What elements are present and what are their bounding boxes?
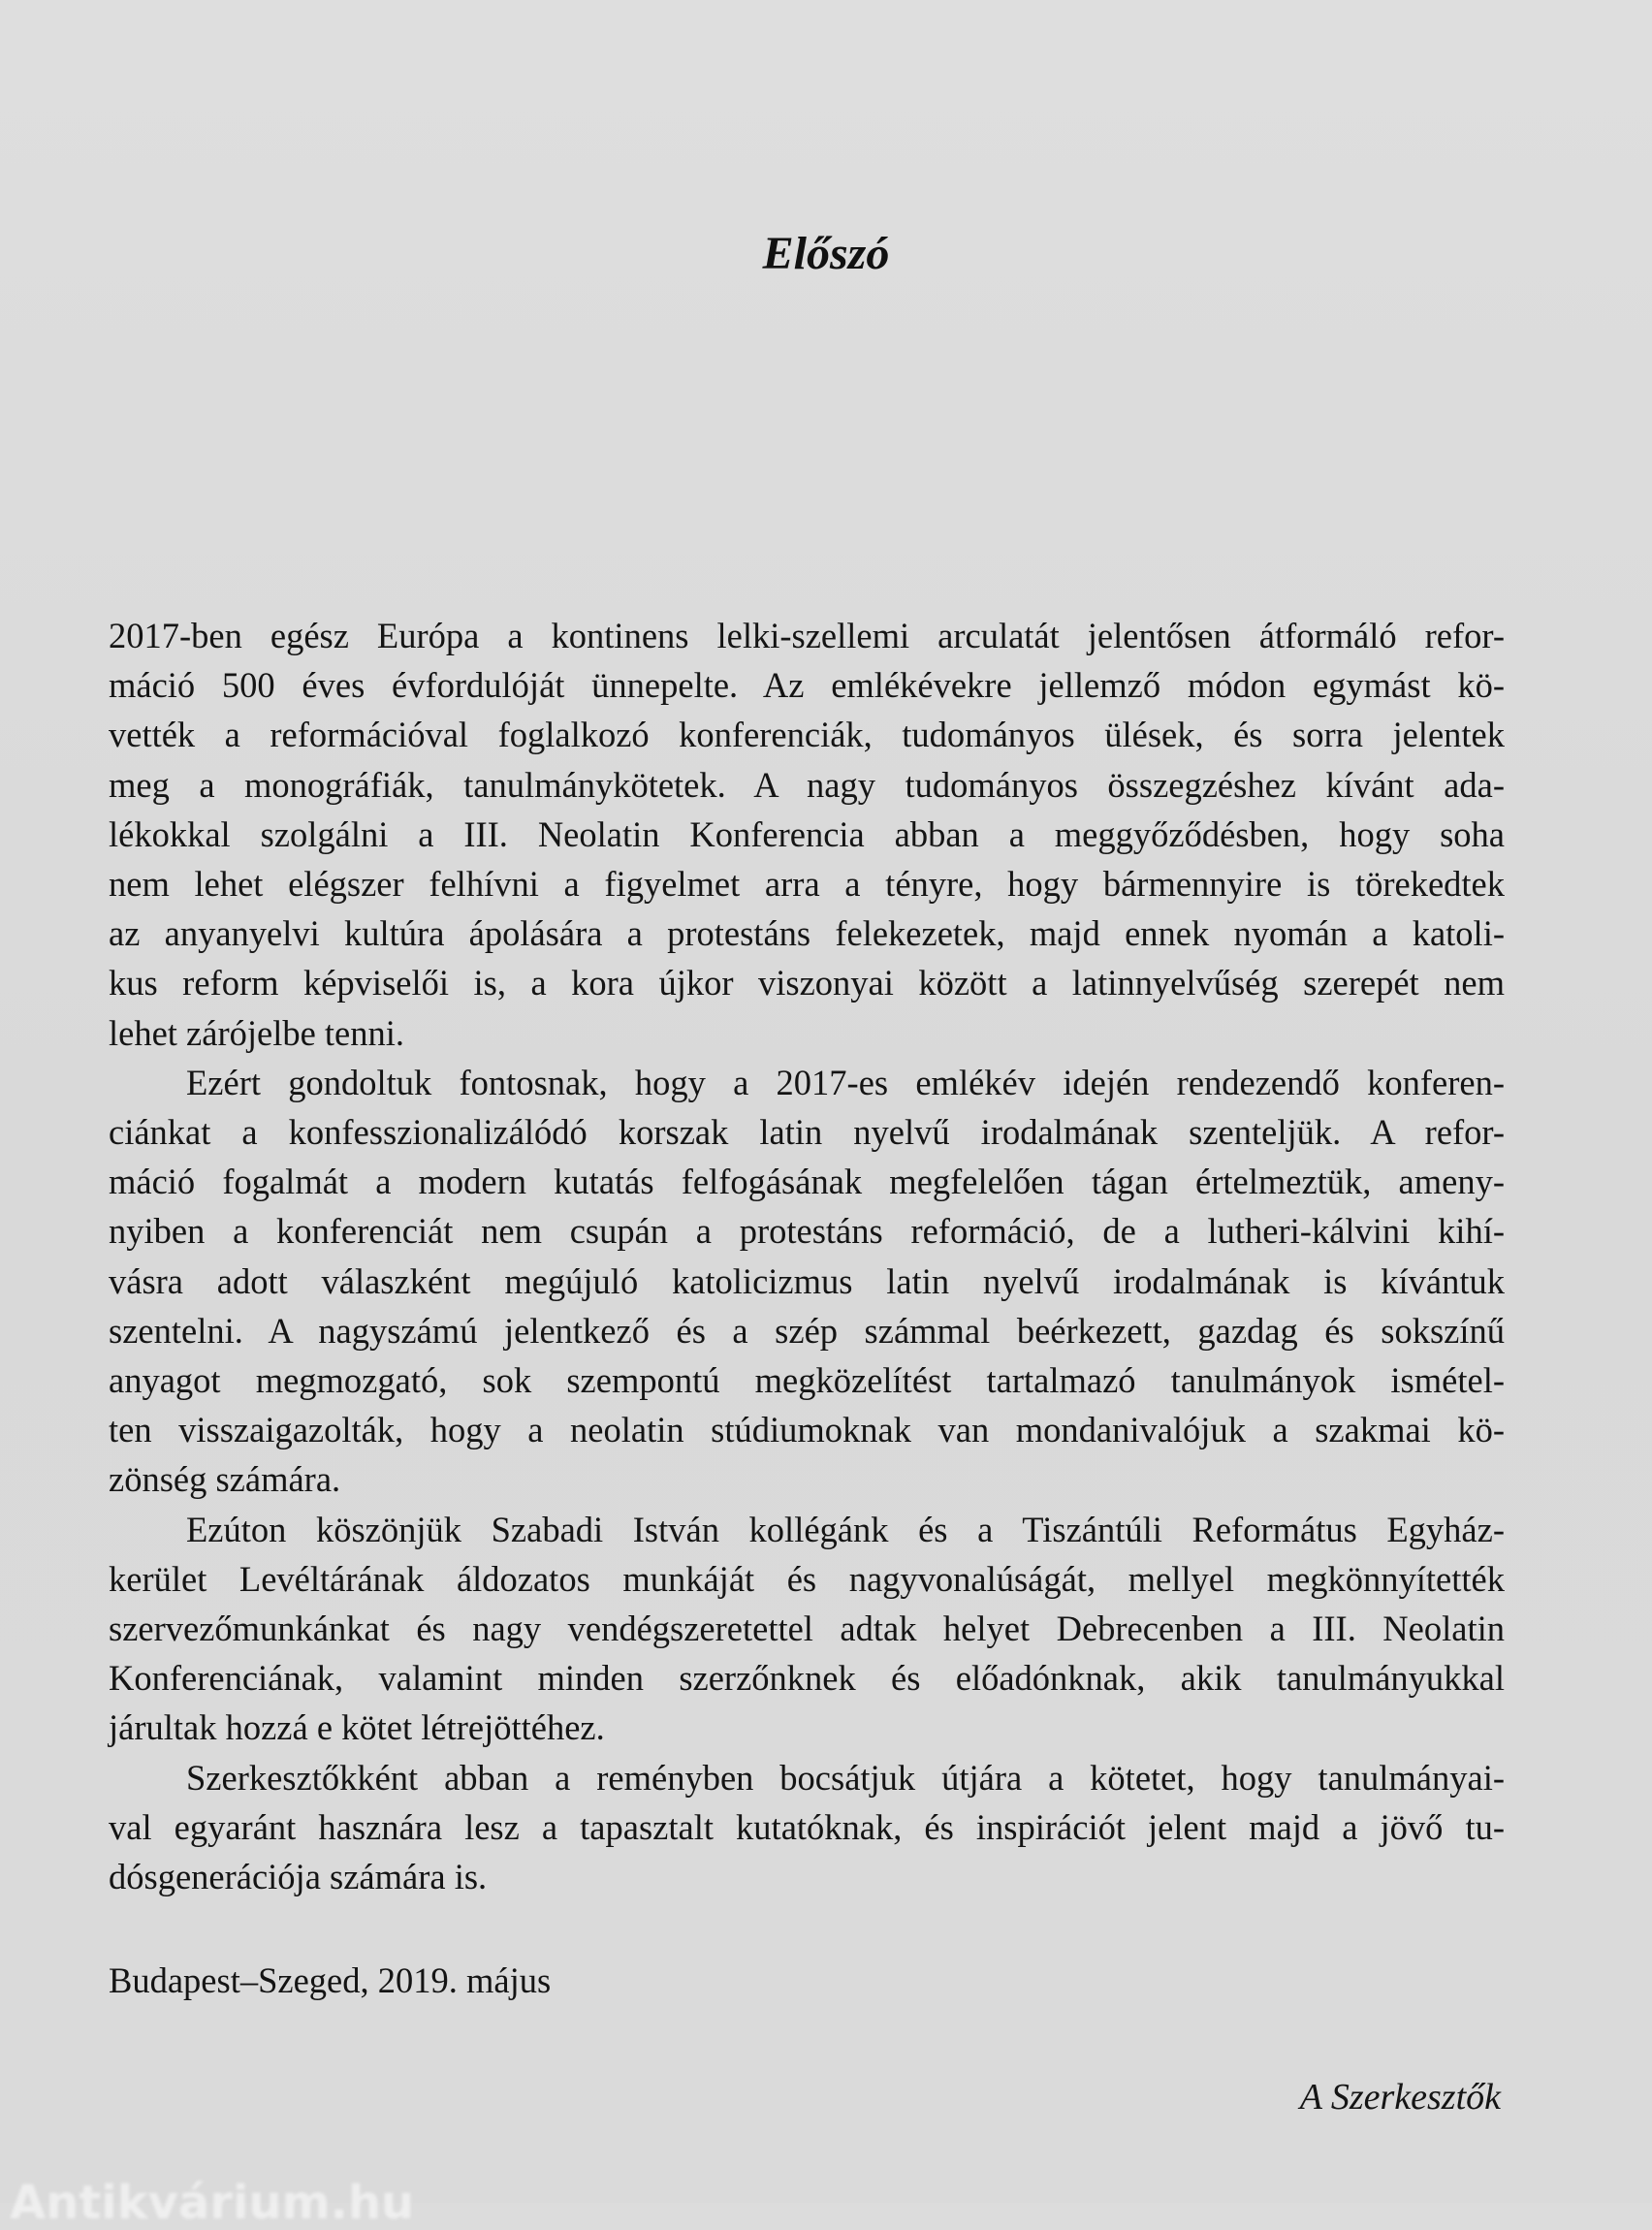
dateline: Budapest–Szeged, 2019. május bbox=[109, 1960, 552, 2000]
text-line: kus reform képviselői is, a kora újkor viszonyai között a latinnyelvűség szerepét nem bbox=[109, 963, 1505, 1004]
text-line: szervezőmunkánkat és nagy vendégszeretettel adtak helyet Debrecenben a III. Neolatin bbox=[109, 1609, 1505, 1649]
text-line: val egyaránt hasznára lesz a tapasztalt kutatóknak, és inspirációt jelent majd a jövő tu- bbox=[109, 1806, 1505, 1847]
preface-body bbox=[109, 611, 1505, 1901]
text-line: járultak hozzá e kötet létrejöttéhez. bbox=[109, 1707, 605, 1748]
text-line: zönség számára. bbox=[109, 1459, 341, 1500]
text-line: Ezért gondoltuk fontosnak, hogy a 2017-es emlékév idején rendezendő konferen- bbox=[186, 1062, 1505, 1102]
text-line: Ezúton köszönjük Szabadi István kollégánk és a Tiszántúli Református Egyház- bbox=[186, 1509, 1505, 1549]
text-line: lékokkal szolgálni a III. Neolatin Konferencia abban a meggyőződésben, hogy soha bbox=[109, 813, 1505, 854]
paragraph-2 bbox=[109, 1058, 1505, 1505]
text-line: ten visszaigazolták, hogy a neolatin stúdiumoknak van mondanivalójuk a szakmai kö- bbox=[109, 1410, 1505, 1450]
paragraph-1 bbox=[109, 611, 1505, 1058]
text-line: vették a reformációval foglalkozó konferenciák, tudományos ülések, és sorra jelentek bbox=[109, 715, 1505, 755]
signature: A Szerkesztők bbox=[1299, 2077, 1501, 2118]
text-line: szentelni. A nagyszámú jelentkező és a szép számmal beérkezett, gazdag és sokszínű bbox=[109, 1310, 1505, 1351]
paragraph-3 bbox=[109, 1505, 1505, 1753]
text-line: az anyanyelvi kultúra ápolására a protestáns felekezetek, majd ennek nyomán a katoli- bbox=[109, 913, 1505, 954]
text-line: nem lehet elégszer felhívni a figyelmet arra a tényre, hogy bármennyire is törekedtek bbox=[109, 864, 1505, 905]
text-line: Konferenciának, valamint minden szerzőnknek és előadónknak, akik tanulmányukkal bbox=[109, 1658, 1505, 1699]
text-line: ciánkat a konfesszionalizálódó korszak latin nyelvű irodalmának szenteljük. A refor- bbox=[109, 1112, 1505, 1153]
text-line: máció fogalmát a modern kutatás felfogásának megfelelően tágan értelmeztük, ameny- bbox=[109, 1162, 1505, 1202]
text-line: vásra adott válaszként megújuló katolicizmus latin nyelvű irodalmának is kívántuk bbox=[109, 1260, 1505, 1301]
page-title: Előszó bbox=[762, 228, 890, 280]
text-line: kerület Levéltárának áldozatos munkáját és nagyvonalúságát, mellyel megkönnyítették bbox=[109, 1558, 1505, 1599]
text-line: anyagot megmozgató, sok szempontú megközelítést tartalmazó tanulmányok ismétel- bbox=[109, 1360, 1505, 1401]
paragraph-4 bbox=[109, 1753, 1505, 1902]
text-line: Szerkesztőkként abban a reményben bocsátjuk útjára a kötetet, hogy tanulmányai- bbox=[186, 1757, 1505, 1798]
text-line: meg a monográfiák, tanulmánykötetek. A nagy tudományos összegzéshez kívánt ada- bbox=[109, 764, 1505, 805]
text-line: nyiben a konferenciát nem csupán a protestáns reformáció, de a lutheri-kálvini kihí- bbox=[109, 1211, 1505, 1252]
watermark: Antikvárium.hu bbox=[10, 2176, 415, 2230]
text-line: 2017-ben egész Európa a kontinens lelki-szellemi arculatát jelentősen átformáló refor- bbox=[109, 616, 1505, 655]
text-line: lehet zárójelbe tenni. bbox=[109, 1012, 405, 1053]
text-line: máció 500 éves évfordulóját ünnepelte. Az emlékévekre jellemző módon egymást kö- bbox=[109, 665, 1505, 706]
text-line: dósgenerációja számára is. bbox=[109, 1857, 488, 1897]
